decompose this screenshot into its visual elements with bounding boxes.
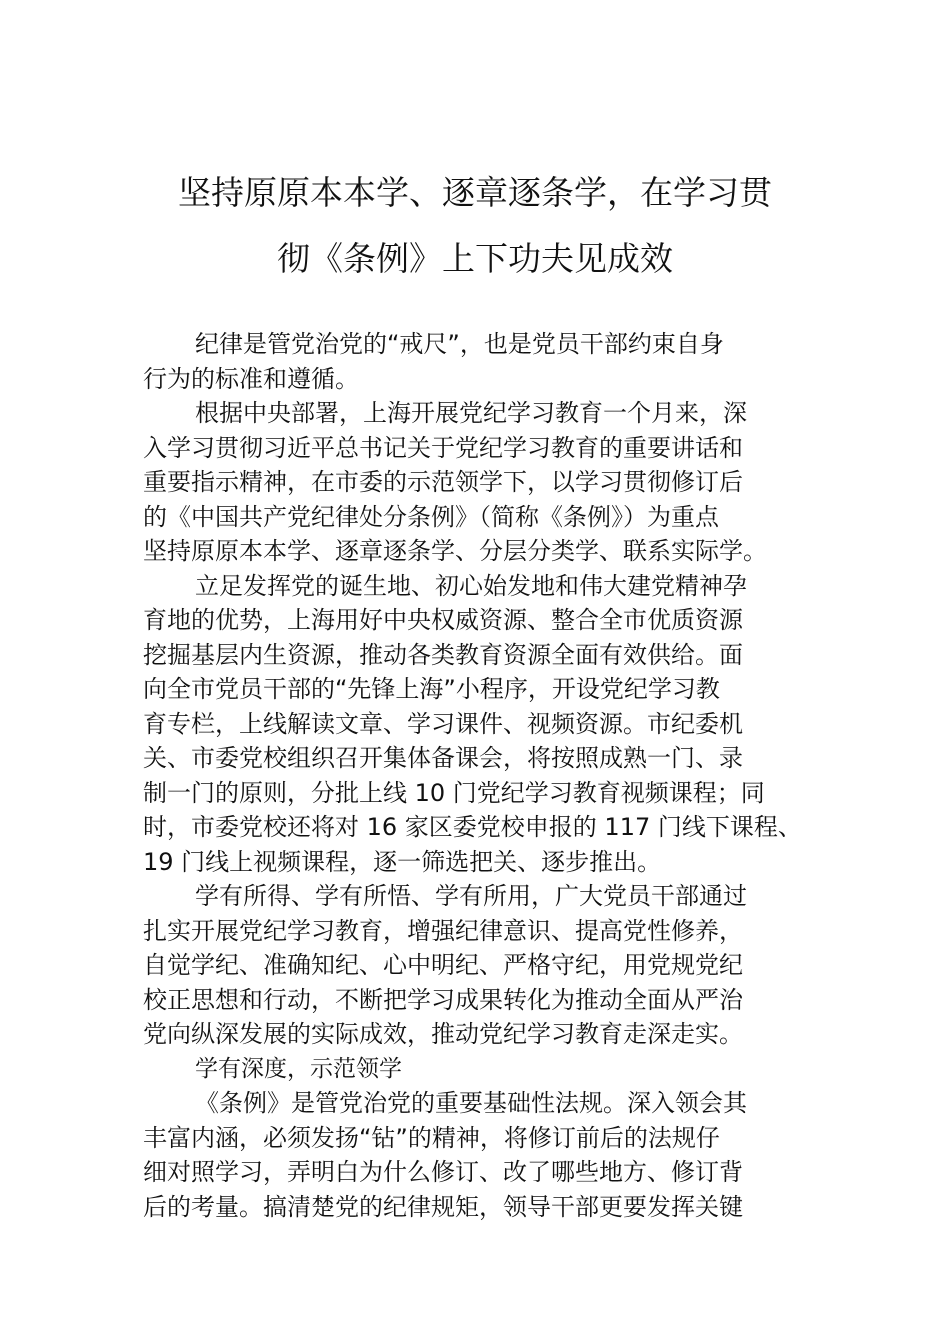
body-text-line: 党向纵深发展的实际成效，推动党纪学习教育走深走实。: [143, 1020, 743, 1048]
body-text-line: 根据中央部署，上海开展党纪学习教育一个月来，深: [195, 399, 747, 427]
body-text-line: 入学习贯彻习近平总书记关于党纪学习教育的重要讲话和: [143, 433, 743, 462]
body-text-line: 细对照学习，弄明白为什么修订、改了哪些地方、修订背: [143, 1158, 743, 1186]
body-text-line: 19 门线上视频课程，逐一筛选把关、逐步推出。: [143, 847, 662, 876]
section-subheading: 学有深度，示范领学: [195, 1055, 402, 1082]
body-text-line: 育地的优势，上海用好中央权威资源、整合全市优质资源: [143, 606, 743, 634]
body-text-line: 纪律是管党治党的“戒尺”，也是党员干部约束自身: [195, 330, 724, 358]
body-text-line: 学有所得、学有所悟、学有所用，广大党员干部通过: [195, 882, 747, 910]
body-text-line: 坚持原原本本学、逐章逐条学、分层分类学、联系实际学。: [143, 537, 767, 565]
body-text-line: 向全市党员干部的“先锋上海”小程序，开设党纪学习教: [143, 675, 720, 703]
document-title: [140, 160, 810, 292]
title-line-1: 坚持原原本本学、逐章逐条学，在学习贯: [178, 173, 772, 212]
body-text-line: 立足发挥党的诞生地、初心始发地和伟大建党精神孕: [195, 571, 747, 600]
document-body: [143, 327, 808, 1224]
body-text-line: 重要指示精神，在市委的示范领学下，以学习贯彻修订后: [143, 468, 743, 496]
body-text-line: 扎实开展党纪学习教育，增强纪律意识、提高党性修养，: [143, 916, 743, 945]
body-text-line: 行为的标准和遵循。: [143, 364, 359, 393]
body-text-line: 挖掘基层内生资源，推动各类教育资源全面有效供给。面: [143, 640, 743, 669]
body-text-line: 育专栏，上线解读文章、学习课件、视频资源。市纪委机: [143, 709, 743, 738]
body-text-line: 自觉学纪、准确知纪、心中明纪、严格守纪，用党规党纪: [143, 951, 743, 979]
body-text-line: 制一门的原则，分批上线 10 门党纪学习教育视频课程；同: [143, 778, 765, 807]
body-text-line: 的《中国共产党纪律处分条例》（简称《条例》）为重点: [143, 502, 719, 531]
body-text-line: 后的考量。搞清楚党的纪律规矩，领导干部更要发挥关键: [143, 1192, 743, 1221]
body-text-line: 时，市委党校还将对 16 家区委党校申报的 117 门线下课程、: [143, 813, 802, 841]
body-text-line: 《条例》是管党治党的重要基础性法规。深入领会其: [195, 1089, 747, 1117]
title-line-2: 彻《条例》上下功夫见成效: [277, 239, 673, 278]
body-text-line: 关、市委党校组织召开集体备课会，将按照成熟一门、录: [143, 744, 743, 772]
body-text-line: 校正思想和行动，不断把学习成果转化为推动全面从严治: [143, 985, 743, 1014]
body-text-line: 丰富内涵，必须发扬“钻”的精神，将修订前后的法规仔: [143, 1123, 720, 1152]
